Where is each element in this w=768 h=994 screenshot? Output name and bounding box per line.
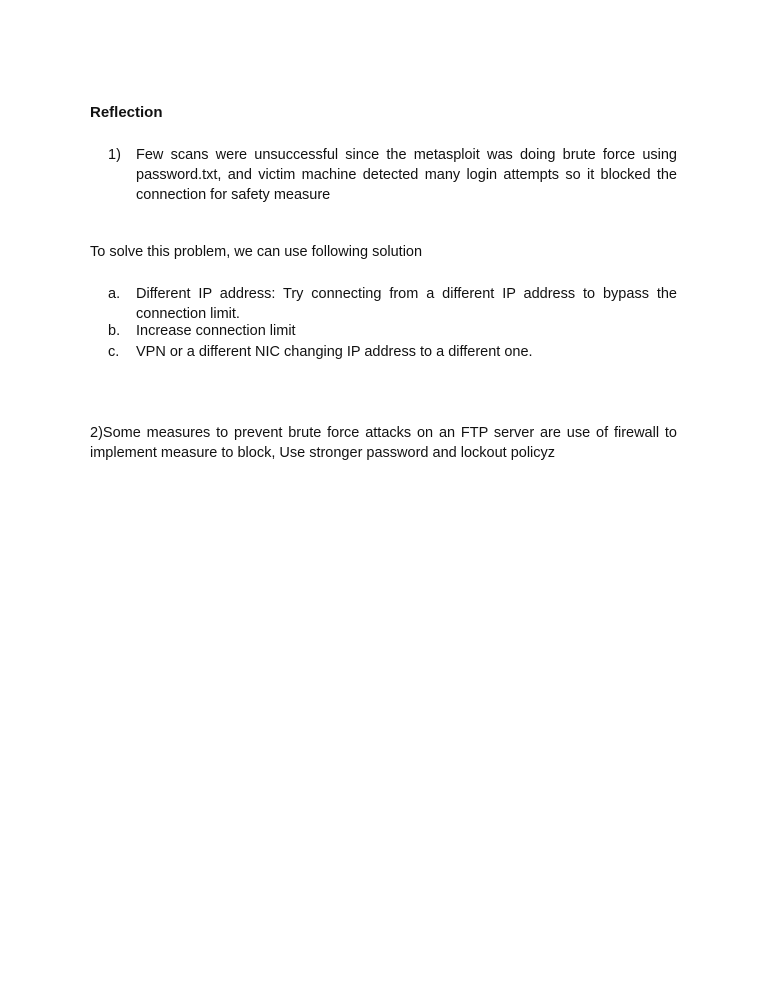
section-heading: Reflection — [90, 104, 163, 121]
list-item-marker: b. — [108, 323, 121, 339]
list-item-marker: 1) — [108, 147, 121, 163]
list-item-1 — [90, 145, 677, 205]
list-item-text: Different IP address: Try connecting from a different IP address to bypass the connection limit. — [136, 286, 677, 322]
solution-item-b — [90, 321, 677, 341]
measures-paragraph: 2)Some measures to prevent brute force attacks on an FTP server are use of firewall to implement measure to block, Use stronger password and lockout policyz — [90, 425, 677, 461]
solution-item-a — [90, 284, 677, 324]
intro-paragraph: To solve this problem, we can use following solution — [90, 244, 423, 260]
list-item-text: Increase connection limit — [136, 323, 296, 339]
list-item-marker: c. — [108, 344, 120, 360]
list-item-text: Few scans were unsuccessful since the metasploit was doing brute force using password.txt, and victim machine detected many login attempts so it blocked the connection for safety measure — [136, 147, 677, 203]
solution-item-c — [90, 342, 677, 362]
list-item-text: VPN or a different NIC changing IP address to a different one. — [136, 344, 533, 360]
list-item-marker: a. — [108, 286, 121, 302]
